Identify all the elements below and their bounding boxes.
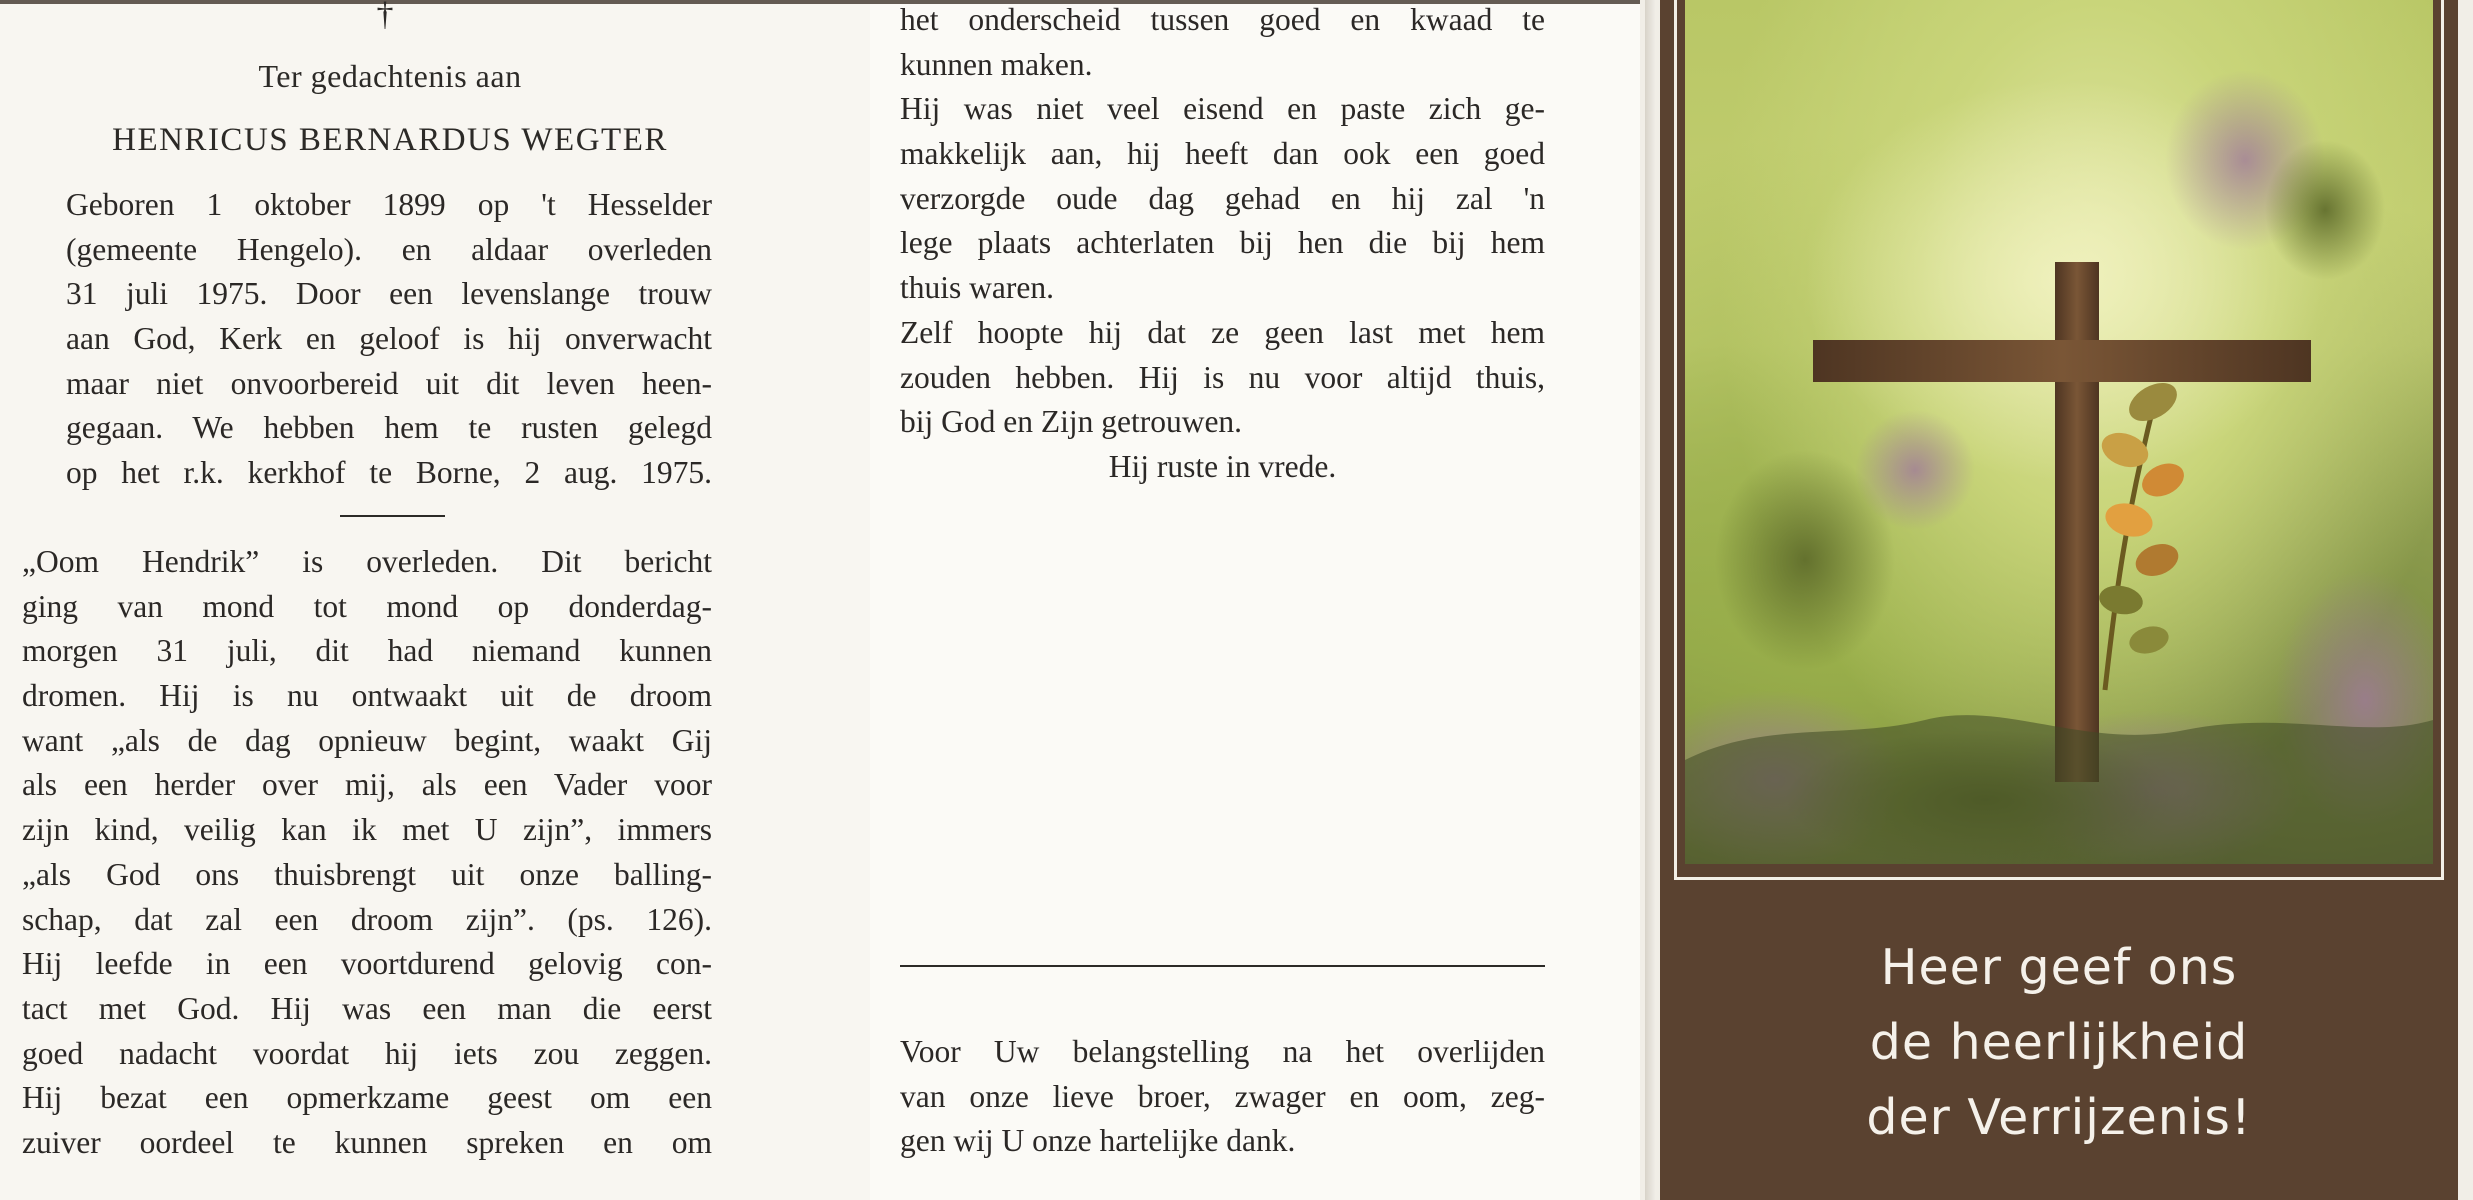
text-line: van onze lieve broer, zwager en oom, zeg- xyxy=(900,1078,1545,1114)
text-line: zuiver oordeel te kunnen spreken en om xyxy=(22,1124,712,1160)
deceased-name: HENRICUS BERNARDUS WEGTER xyxy=(112,122,668,158)
cross-horizontal-beam xyxy=(1813,340,2311,382)
card-motto xyxy=(1660,930,2458,1155)
cross-photo-illustration xyxy=(1685,0,2433,864)
bokeh-shape xyxy=(2265,140,2385,280)
ground-foliage xyxy=(1685,715,2433,864)
rest-in-peace: Hij ruste in vrede. xyxy=(1108,448,1337,484)
motto-line: Heer geef ons xyxy=(1880,939,2238,996)
thanks-paragraph xyxy=(900,1030,1545,1164)
cross-photo xyxy=(1685,0,2433,864)
tribute-paragraph xyxy=(22,540,712,1166)
text-line: Hij bezat een opmerkzame geest om een xyxy=(22,1080,712,1116)
signature-divider xyxy=(900,965,1545,967)
memorial-heading: Ter gedachtenis aan xyxy=(258,58,522,94)
text-line: Voor Uw belangstelling na het overlijden xyxy=(900,1034,1545,1069)
text-line: aan God, Kerk en geloof is hij onverwacht xyxy=(66,321,712,357)
text-line: 31 juli 1975. Door een levenslange trouw xyxy=(66,276,712,312)
text-line: makkelijk aan, hij heeft dan ook een goed xyxy=(900,136,1545,172)
text-line: Zelf hoopte hij dat ze geen last met hem xyxy=(900,314,1545,350)
prayer-card xyxy=(1660,0,2458,1200)
text-line: op het r.k. kerkhof te Borne, 2 aug. 1975. xyxy=(66,455,712,491)
photo-frame xyxy=(1674,0,2444,880)
text-line: dromen. Hij is nu ontwaakt uit de droom xyxy=(22,678,712,714)
continuation-paragraph xyxy=(900,0,1545,490)
text-line: bij God en Zijn getrouwen. xyxy=(900,404,1243,440)
motto-line: de heerlijkheid xyxy=(1869,1014,2249,1071)
text-line: „Oom Hendrik” is overleden. Dit bericht xyxy=(22,544,712,579)
text-line: Hij leefde in een voortdurend gelovig con- xyxy=(22,946,712,982)
text-line: thuis waren. xyxy=(900,270,1054,306)
text-line: lege plaats achterlaten bij hen die bij hem xyxy=(900,225,1545,261)
text-line: kunnen maken. xyxy=(900,46,1093,82)
text-line: zouden hebben. Hij is nu voor altijd thuis, xyxy=(900,359,1545,395)
text-line: goed nadacht voordat hij iets zou zeggen. xyxy=(22,1035,712,1071)
text-line: ging van mond tot mond op donderdag- xyxy=(22,588,712,624)
text-line: Hij was niet veel eisend en paste zich ge- xyxy=(900,91,1545,127)
text-line: morgen 31 juli, dit had niemand kunnen xyxy=(22,633,712,669)
text-line: tact met God. Hij was een man die eerst xyxy=(22,990,712,1026)
text-line: maar niet onvoorbereid uit dit leven heen- xyxy=(66,365,712,401)
text-line: zijn kind, veilig kan ik met U zijn”, immers xyxy=(22,812,712,848)
text-line: „als God ons thuisbrengt uit onze balling- xyxy=(22,856,712,892)
text-line: Geboren 1 oktober 1899 op 't Hesselder xyxy=(66,187,712,222)
text-line: gen wij U onze hartelijke dank. xyxy=(900,1123,1296,1159)
text-line: want „als de dag opnieuw begint, waakt Gij xyxy=(22,722,712,758)
text-line: gegaan. We hebben hem te rusten gelegd xyxy=(66,410,712,446)
text-line: als een herder over mij, als een Vader voor xyxy=(22,767,712,803)
motto-line: der Verrijzenis! xyxy=(1866,1089,2252,1146)
intro-paragraph xyxy=(66,183,712,496)
cross-symbol: † xyxy=(376,0,394,33)
text-line: (gemeente Hengelo). en aldaar overleden xyxy=(66,231,712,267)
card-fold-edge xyxy=(1645,0,1655,1200)
bokeh-shape xyxy=(1855,410,1975,530)
section-divider xyxy=(340,515,445,517)
text-line: verzorgde oude dag gehad en hij zal 'n xyxy=(900,180,1545,216)
text-line: het onderscheid tussen goed en kwaad te xyxy=(900,2,1545,37)
text-line: schap, dat zal een droom zijn”. (ps. 126). xyxy=(22,901,712,937)
